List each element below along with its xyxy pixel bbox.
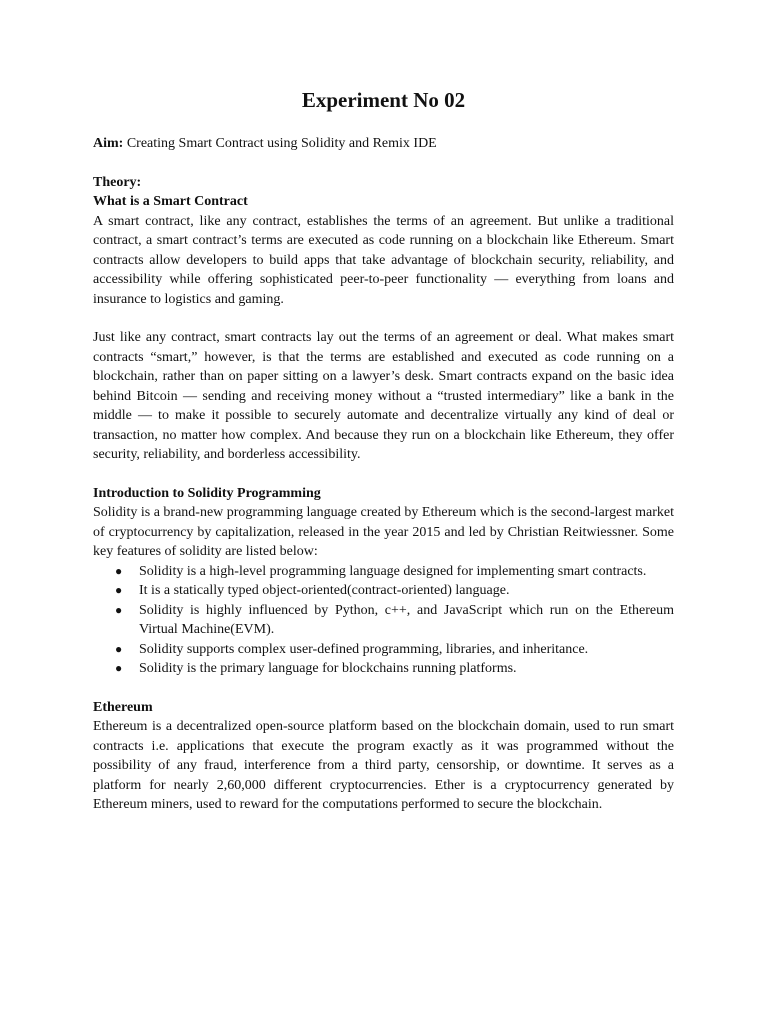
spacer (93, 465, 674, 484)
ethereum-paragraph: Ethereum is a decentralized open-source platform based on the blockchain domain, used to run smart contracts i.e. applications that execute the program exactly as it was programmed without the possibility of any fraud, interference from a third party, censorship, or downtime. It serves as a platform for nearly 2,60,000 different cryptocurrencies. Ether is a cryptocurrency generated by Ethereum miners, used to reward for the computations performed to secure the blockchain. (93, 719, 674, 812)
spacer (93, 309, 674, 328)
solidity-feature-list (93, 562, 674, 679)
list-item (115, 601, 674, 640)
bullet-icon: ● (115, 583, 123, 597)
list-item (115, 640, 674, 660)
smart-contract-heading: What is a Smart Contract (93, 194, 248, 209)
document-page (93, 86, 674, 815)
bullet-icon: ● (115, 602, 123, 617)
bullet-icon: ● (115, 641, 123, 656)
aim-line (93, 134, 674, 154)
ethereum-heading: Ethereum (93, 699, 153, 715)
feature-text: It is a statically typed object-oriented(contract-oriented) language. (139, 583, 510, 598)
solidity-heading: Introduction to Solidity Programming (93, 485, 321, 501)
feature-text: Solidity is highly influenced by Python, c++, and JavaScript which run on the Ethereum Virtual Machine(EVM). (139, 602, 674, 637)
theory-label: Theory: (93, 174, 142, 190)
smart-contract-paragraph-2: Just like any contract, smart contracts lay out the terms of an agreement or deal. What makes smart contracts “smart,” however, is that the terms are established and executed as code running on a blockchain, rather than on paper sitting on a lawyer’s desk. Smart contracts expand on the basic idea behind Bitcoin — sending and receiving money without a “trusted intermediary” like a bank in the middle — to make it possible to securely automate and decentralize virtually any kind of deal or transaction, no matter how complex. And because they run on a blockchain like Ethereum, they offer security, reliability, and borderless accessibility. (93, 330, 674, 462)
feature-text: Solidity supports complex user-defined programming, libraries, and inheritance. (139, 641, 589, 657)
feature-text: Solidity is the primary language for blockchains running platforms. (139, 661, 517, 676)
aim-label: Aim: (93, 136, 124, 151)
list-item (115, 562, 674, 582)
solidity-paragraph: Solidity is a brand-new programming language created by Ethereum which is the second-largest market of cryptocurrency by capitalization, released in the year 2015 and led by Christian Reitwiessner. Some key features of solidity are listed below: (93, 505, 674, 559)
bullet-icon: ● (115, 661, 123, 675)
feature-text: Solidity is a high-level programming language designed for implementing smart contracts. (139, 563, 647, 579)
page-title: Experiment No 02 (301, 88, 466, 112)
bullet-icon: ● (115, 563, 123, 578)
spacer (93, 679, 674, 698)
smart-contract-paragraph-1: A smart contract, like any contract, establishes the terms of an agreement. But unlike a traditional contract, a smart contract’s terms are executed as code running on a blockchain like Ethereum. Smart contracts allow developers to build apps that take advantage of blockchain security, reliability, and accessibility while offering sophisticated peer-to-peer functionality — everything from loans and insurance to logistics and gaming. (93, 213, 674, 307)
list-item (115, 659, 674, 679)
list-item (115, 581, 674, 601)
aim-text: Creating Smart Contract using Solidity and Remix IDE (123, 136, 437, 151)
